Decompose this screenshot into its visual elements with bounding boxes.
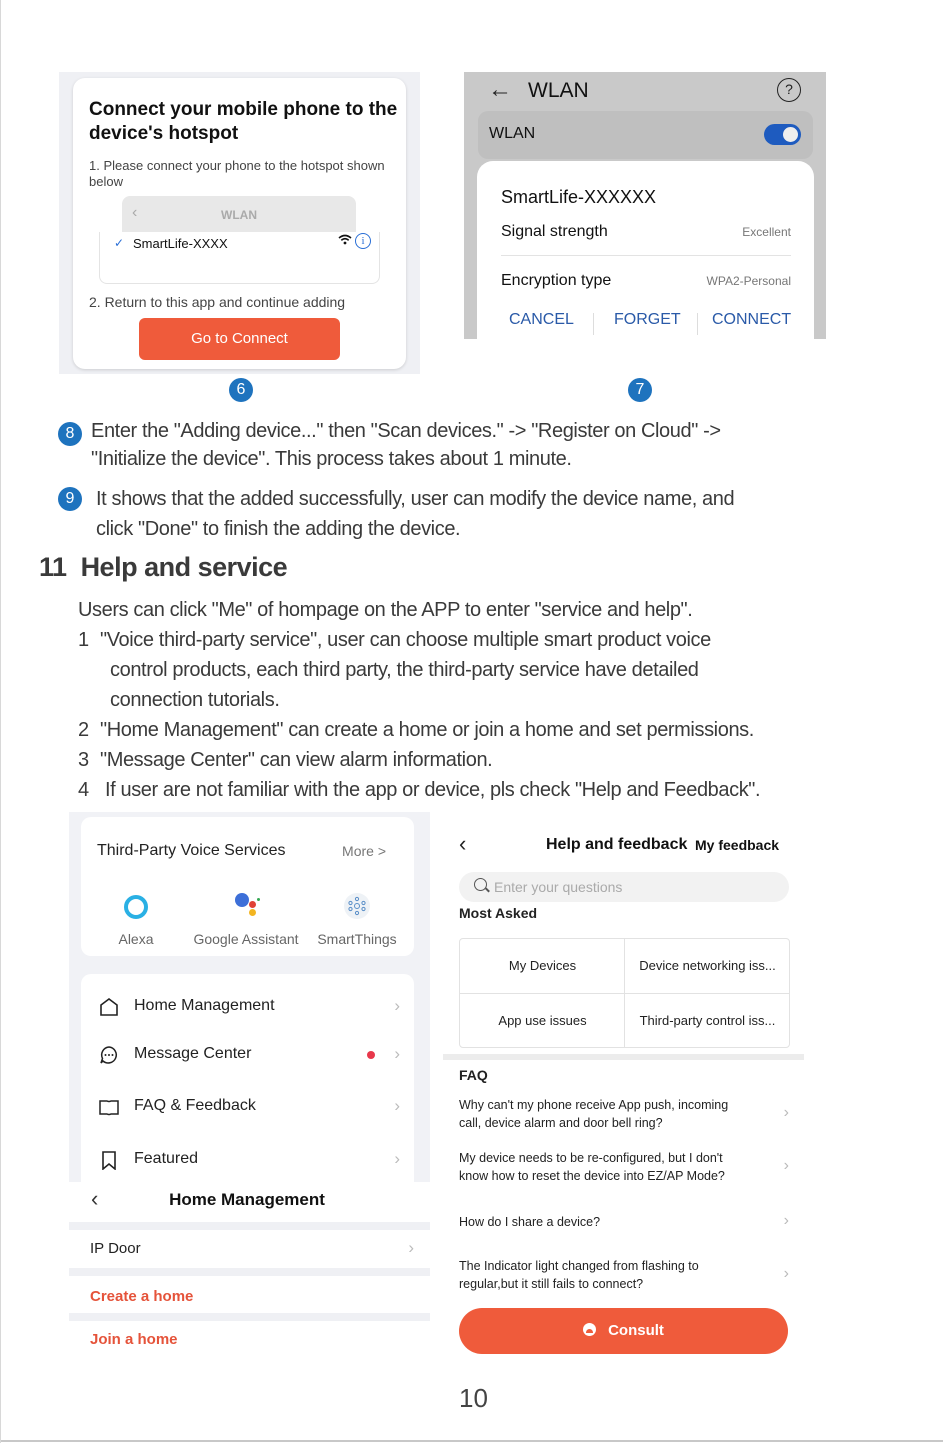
list-item-2	[78, 715, 760, 745]
forget-button[interactable]: FORGET	[614, 311, 681, 328]
divider	[69, 1222, 430, 1230]
chevron-left-icon[interactable]: ‹	[91, 1186, 99, 1211]
divider	[593, 313, 594, 335]
search-placeholder: Enter your questions	[494, 879, 623, 895]
message-icon	[99, 1045, 119, 1065]
list-item-3	[78, 745, 760, 775]
faq-question-line: Why can't my phone receive App push, incoming	[459, 1098, 729, 1112]
voice-service-label: SmartThings	[317, 931, 397, 947]
wlan-toggle[interactable]	[764, 124, 801, 145]
list-number: 1	[78, 629, 89, 651]
my-feedback-link[interactable]: My feedback	[695, 837, 780, 853]
join-home-button[interactable]: Join a home	[90, 1331, 178, 1348]
page-bottom-rule	[1, 1440, 943, 1442]
home-icon	[99, 997, 119, 1017]
section-number: 11	[39, 552, 67, 582]
list-line: control products, each third party, the third-party service have detailed	[110, 659, 699, 681]
dialog-actions	[477, 311, 814, 339]
list-number: 4	[78, 779, 89, 801]
go-to-connect-button[interactable]: Go to Connect	[139, 318, 340, 360]
help-icon[interactable]: ?	[777, 78, 801, 102]
divider	[697, 313, 698, 335]
faq-item[interactable]	[459, 1096, 789, 1132]
info-icon[interactable]: i	[355, 233, 371, 249]
list-item-1	[78, 625, 760, 715]
wlan-network-list	[99, 232, 380, 284]
consult-button[interactable]	[459, 1308, 788, 1354]
faq-question-line: How do I share a device?	[459, 1215, 601, 1229]
network-ssid[interactable]: SmartLife-XXXX	[133, 236, 228, 251]
step-badge-6: 6	[229, 378, 253, 402]
headset-icon	[583, 1323, 596, 1336]
section-title: Help and service	[80, 552, 288, 582]
step-9-line-2: click "Done" to finish the adding the device.	[96, 518, 461, 540]
wlan-toggle-row	[478, 111, 813, 159]
list-number: 2	[78, 719, 89, 741]
divider	[501, 255, 791, 256]
encryption-row	[501, 272, 791, 290]
divider	[69, 1268, 430, 1276]
wlan-toggle-label: WLAN	[489, 125, 536, 142]
chevron-right-icon: ›	[394, 1149, 400, 1168]
faq-question-line: call, device alarm and door bell ring?	[459, 1116, 663, 1130]
step-badge-8: 8	[58, 422, 82, 446]
more-link[interactable]: More >	[342, 843, 386, 859]
chevron-right-icon: ›	[394, 996, 400, 1015]
back-arrow-icon[interactable]: ←	[488, 76, 512, 103]
network-dialog	[477, 161, 814, 339]
alexa-icon	[124, 895, 148, 919]
hotspot-title: Connect your mobile phone to the device's hotspot	[89, 99, 398, 144]
chevron-right-icon: ›	[394, 1044, 400, 1063]
page-number: 10	[459, 1383, 488, 1413]
home-management-screenshot	[69, 1182, 430, 1362]
category-app-use[interactable]: App use issues	[498, 1013, 587, 1028]
step-badge-9: 9	[58, 487, 82, 511]
chevron-right-icon: ›	[783, 1265, 789, 1282]
create-home-button[interactable]: Create a home	[90, 1288, 194, 1305]
section-body	[78, 595, 760, 805]
chevron-left-icon[interactable]: ‹	[132, 204, 138, 221]
toggle-knob	[783, 127, 798, 142]
faq-item[interactable]	[459, 1213, 789, 1231]
hotspot-instruction-1: 1. Please connect your phone to the hotspot shown below	[89, 158, 385, 189]
step-badge-7: 7	[628, 378, 652, 402]
menu-item-label: Home Management	[134, 997, 275, 1014]
menu-item-label: FAQ & Feedback	[134, 1097, 256, 1114]
question-search-input[interactable]	[459, 872, 789, 902]
menu-item-featured[interactable]	[81, 1140, 414, 1180]
section-divider	[443, 1054, 804, 1060]
divider	[69, 1313, 430, 1321]
signal-strength-label: Signal strength	[501, 223, 608, 240]
category-my-devices[interactable]: My Devices	[508, 958, 577, 973]
step-9-line-1: It shows that the added successfully, user can modify the device name, and	[96, 488, 735, 510]
most-asked-grid	[459, 938, 790, 1048]
wifi-icon	[338, 234, 352, 248]
connect-button[interactable]: CONNECT	[712, 311, 792, 328]
most-asked-label: Most Asked	[459, 905, 538, 921]
faq-question-line: regular,but it still fails to connect?	[459, 1277, 644, 1291]
list-number: 3	[78, 749, 89, 771]
bookmark-icon	[99, 1150, 119, 1170]
faq-item[interactable]	[459, 1149, 789, 1185]
section-heading	[39, 552, 287, 583]
smartthings-icon	[302, 889, 412, 919]
menu-item-label: Featured	[134, 1150, 199, 1167]
list-item-4	[78, 775, 760, 805]
menu-item-message-center[interactable]	[81, 1035, 414, 1075]
encryption-value: WPA2-Personal	[706, 274, 791, 288]
book-icon	[99, 1097, 119, 1117]
voice-service-alexa[interactable]	[81, 889, 191, 947]
me-screen-screenshot	[69, 812, 430, 1182]
voice-services-title: Third-Party Voice Services	[97, 842, 286, 859]
voice-service-google[interactable]	[191, 889, 301, 947]
section-intro: Users can click "Me" of hompage on the APP to enter "service and help".	[78, 599, 693, 621]
voice-services-card	[81, 817, 414, 956]
menu-item-faq-feedback[interactable]	[81, 1087, 414, 1127]
list-line: If user are not familiar with the app or device, pls check "Help and Feedback".	[105, 779, 761, 801]
help-feedback-screenshot	[443, 815, 805, 1360]
hotspot-connect-card	[73, 78, 406, 369]
faq-question-line: My device needs to be re-configured, but I don't	[459, 1151, 723, 1165]
me-menu-card	[81, 974, 414, 1184]
step-9-text	[96, 484, 734, 544]
google-assistant-icon	[191, 889, 301, 919]
signal-strength-row	[501, 223, 791, 241]
chevron-right-icon: ›	[783, 1157, 789, 1174]
help-feedback-title: Help and feedback	[546, 836, 688, 853]
wlan-mini-header	[122, 196, 356, 232]
list-line: "Message Center" can view alarm information.	[100, 749, 493, 771]
faq-label: FAQ	[459, 1067, 488, 1083]
voice-service-label: Google Assistant	[193, 931, 299, 947]
step-8-line-2: "Initialize the device". This process takes about 1 minute.	[91, 448, 572, 470]
menu-item-label: Message Center	[134, 1045, 252, 1062]
signal-strength-value: Excellent	[742, 225, 791, 239]
list-line: "Voice third-party service", user can choose multiple smart product voice	[100, 629, 711, 651]
search-icon	[474, 878, 487, 891]
consult-label: Consult	[608, 1322, 664, 1339]
faq-question-line: The Indicator light changed from flashing to	[459, 1259, 699, 1273]
category-third-party-control[interactable]: Third-party control iss...	[639, 1013, 776, 1028]
voice-service-smartthings[interactable]	[302, 889, 412, 947]
chevron-right-icon: ›	[408, 1238, 414, 1257]
wlan-mini-title: WLAN	[221, 208, 257, 222]
chevron-left-icon[interactable]: ‹	[459, 831, 467, 856]
step-8-line-1: Enter the "Adding device..." then "Scan devices." -> "Register on Cloud" ->	[91, 420, 721, 442]
encryption-label: Encryption type	[501, 272, 612, 289]
chevron-right-icon: ›	[394, 1096, 400, 1115]
voice-service-label: Alexa	[118, 931, 154, 947]
wlan-settings-screenshot	[464, 72, 826, 339]
list-line: "Home Management" can create a home or join a home and set permissions.	[100, 719, 754, 741]
menu-item-home-management[interactable]	[81, 987, 414, 1027]
faq-item[interactable]	[459, 1257, 789, 1293]
step-8-text	[91, 417, 721, 473]
cancel-button[interactable]: CANCEL	[509, 311, 574, 328]
faq-question-line: know how to reset the device into EZ/AP Mode?	[459, 1169, 725, 1183]
hotspot-instruction-2: 2. Return to this app and continue adding	[89, 294, 346, 310]
hotspot-connect-screenshot	[59, 72, 420, 374]
dialog-ssid: SmartLife-XXXXXX	[501, 187, 657, 207]
home-management-title: Home Management	[169, 1190, 325, 1209]
wlan-header-title: WLAN	[528, 79, 589, 102]
chevron-right-icon: ›	[783, 1212, 789, 1229]
list-line: connection tutorials.	[110, 689, 280, 711]
home-item-ip-door[interactable]: IP Door	[90, 1240, 141, 1257]
chevron-right-icon: ›	[783, 1104, 789, 1121]
check-icon: ✓	[114, 236, 125, 250]
category-device-networking[interactable]: Device networking iss...	[639, 958, 776, 973]
notification-dot	[367, 1051, 375, 1059]
